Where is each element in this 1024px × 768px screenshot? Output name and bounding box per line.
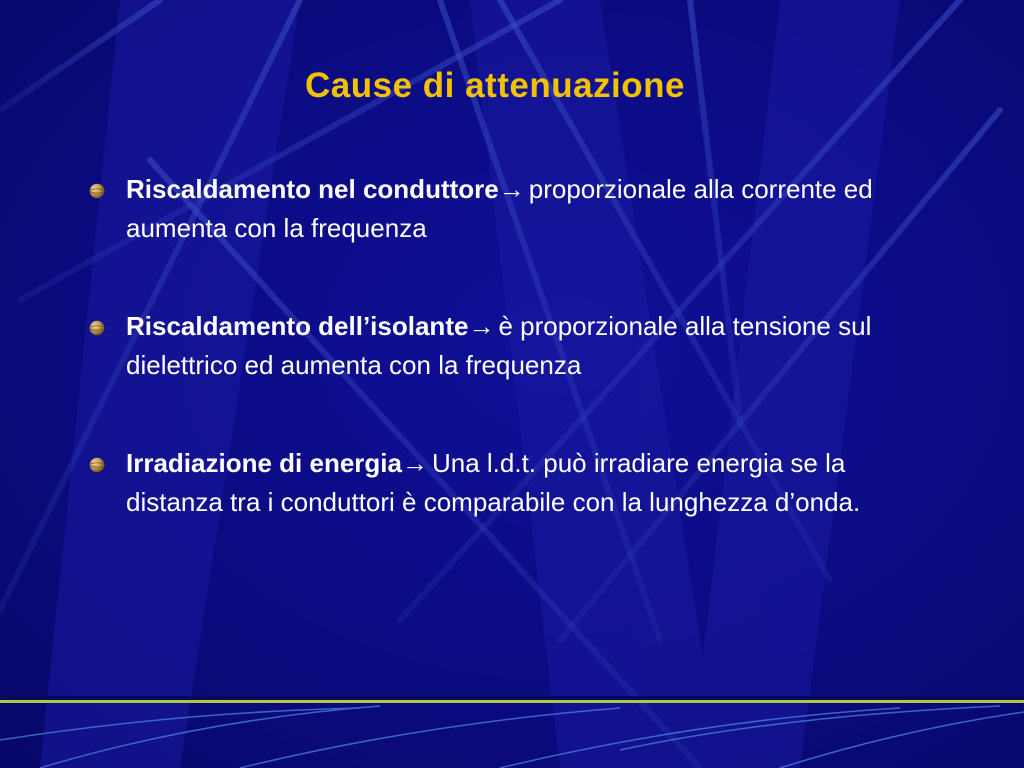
- bullet-item: [84, 307, 944, 385]
- arrow-icon: →: [498, 174, 525, 204]
- bullet-term: Irradiazione di energia: [126, 448, 402, 478]
- bullet-text: è proporzionale alla tensione sul dielettrico ed aumenta con la frequenza: [126, 311, 872, 380]
- bullet-text: proporzionale alla corrente ed aumenta con la frequenza: [126, 174, 873, 243]
- arrow-icon: →: [401, 448, 428, 478]
- sphere-bullet-icon: [88, 182, 106, 200]
- sphere-bullet-icon: [88, 319, 106, 337]
- bullet-item: [84, 444, 944, 522]
- bullet-term: Riscaldamento dell’isolante: [126, 311, 469, 341]
- bullet-item: [84, 170, 944, 248]
- sphere-bullet-icon: [88, 456, 106, 474]
- bottom-accent-rule: [0, 700, 1024, 703]
- slide-title: Cause di attenuazione: [304, 66, 686, 105]
- bullet-list: [84, 170, 944, 522]
- arrow-icon: →: [468, 311, 495, 341]
- bullet-term: Riscaldamento nel conduttore: [126, 174, 499, 204]
- bullet-text: Una l.d.t. può irradiare energia se la distanza tra i conduttori è comparabile con la lunghezza d’onda.: [126, 448, 861, 517]
